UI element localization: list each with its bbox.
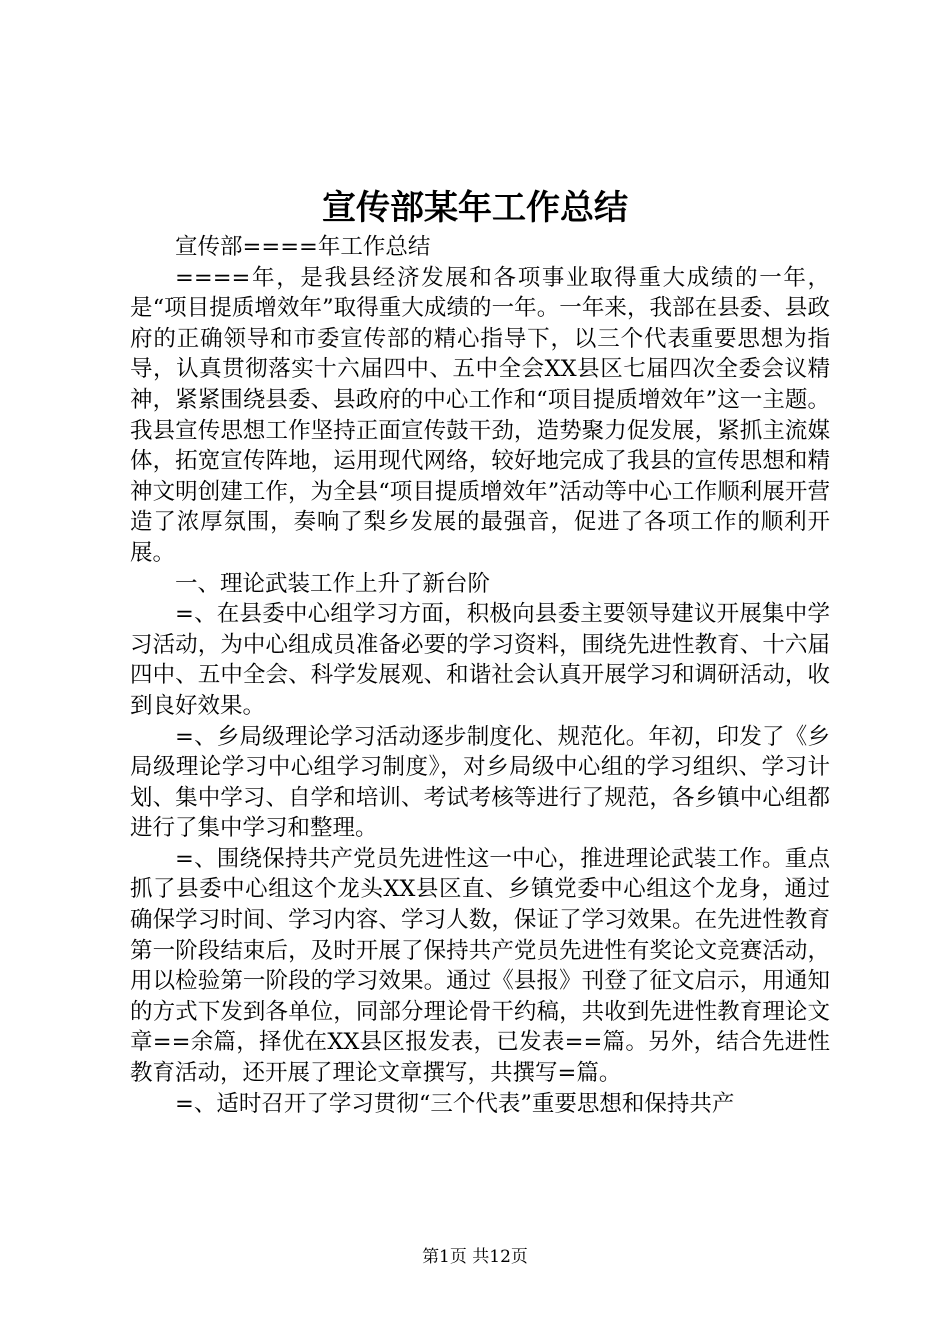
page-number-footer: 第1页 共12页 (422, 1247, 528, 1267)
paragraph-item: =、适时召开了学习贯彻“三个代表”重要思想和保持共产 (175, 1090, 735, 1117)
paragraph-item: =、围绕保持共产党员先进性这一中心，推进理论武装工作。重点抓了县委中心组这个龙头XX县区直、乡镇党委中心组这个龙身，通过确保学习时间、学习内容、学习人数，保证了学习效果。在先进性教育第一阶段结束后，及时开展了保持共产党员先进性有奖论文竞赛活动，用以检验第一阶段的学习效果。通过《县报》刊登了征文启示，用通知的方式下发到各单位，同部分理论骨干约稿，共收到先进性教育理论文章==余篇，择优在XX县区报发表，已发表==篇。另外，结合先进性教育活动，还开展了理论文章撰写，共撰写=篇。 (130, 845, 830, 1087)
paragraph-heading-line: 宣传部====年工作总结 (175, 234, 431, 260)
document-body (130, 232, 830, 1119)
paragraph-item: =、乡局级理论学习活动逐步制度化、规范化。年初，印发了《乡局级理论学习中心组学习制度》，对乡局级中心组的学习组织、学习计划、集中学习、自学和培训、考试考核等进行了规范，各乡镇中心组都进行了集中学习和整理。 (130, 723, 830, 842)
document-title: 宣传部某年工作总结 (322, 188, 628, 228)
section-heading: 一、理论武装工作上升了新台阶 (175, 570, 491, 597)
paragraph-intro: ====年，是我县经济发展和各项事业取得重大成绩的一年，是“项目提质增效年”取得重大成绩的一年。一年来，我部在县委、县政府的正确领导和市委宣传部的精心指导下，以三个代表重要思想为指导，认真贯彻落实十六届四中、五中全会XX县区七届四次全委会议精神，紧紧围绕县委、县政府的中心工作和“项目提质增效年”这一主题。我县宣传思想工作坚持正面宣传鼓干劲，造势聚力促发展，紧抓主流媒体，拓宽宣传阵地，运用现代网络，较好地完成了我县的宣传思想和精神文明创建工作，为全县“项目提质增效年”活动等中心工作顺利展开营造了浓厚氛围，奏响了梨乡发展的最强音，促进了各项工作的顺利开展。 (130, 264, 830, 566)
paragraph-item: =、在县委中心组学习方面，积极向县委主要领导建议开展集中学习活动，为中心组成员准备必要的学习资料，围绕先进性教育、十六届四中、五中全会、科学发展观、和谐社会认真开展学习和调研活动，收到良好效果。 (130, 601, 830, 719)
